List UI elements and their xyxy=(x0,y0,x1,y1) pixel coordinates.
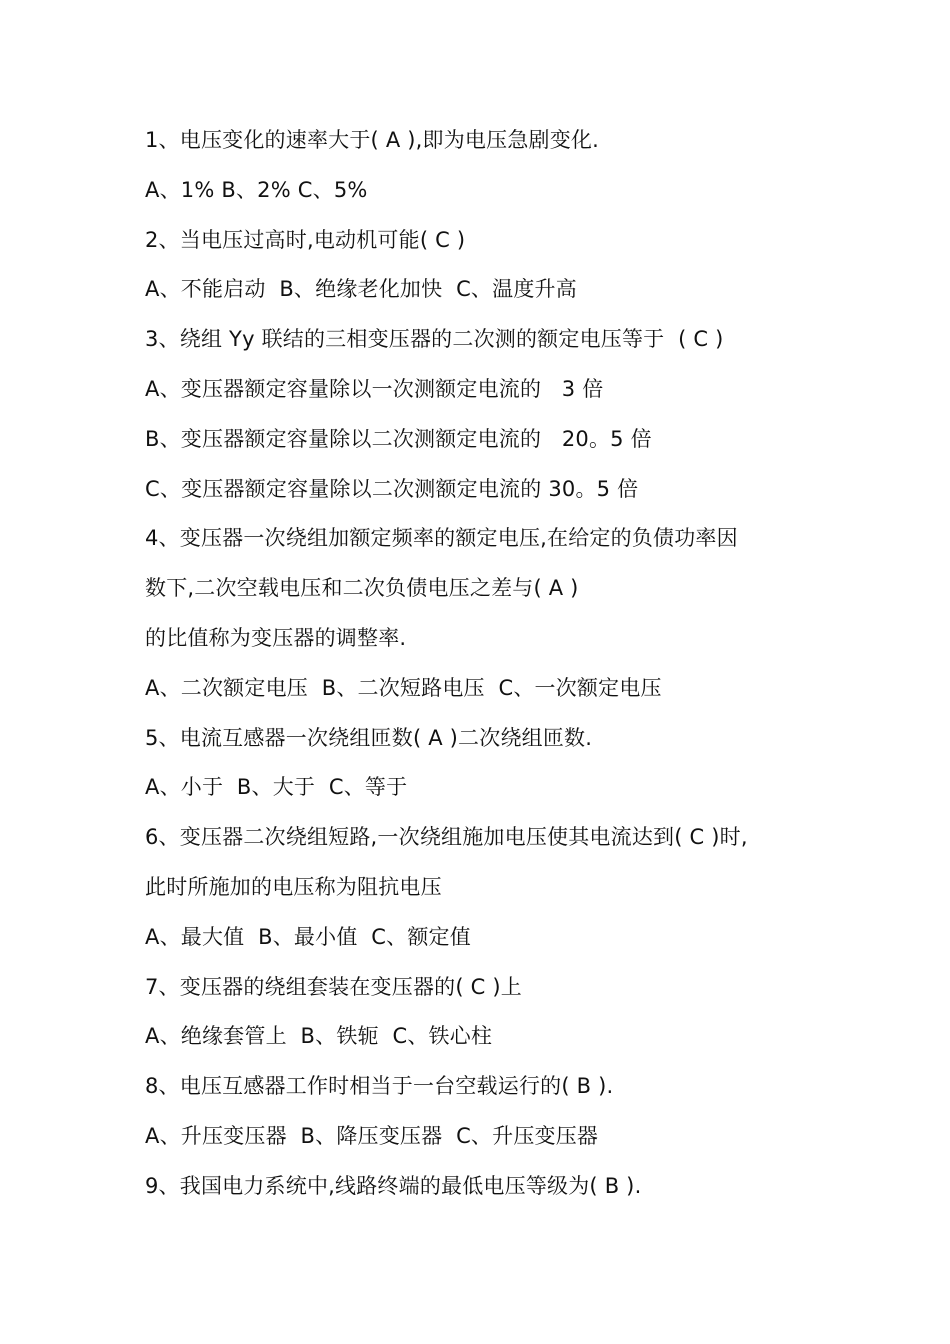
question-8-options: A、升压变压器 B、降压变压器 C、升压变压器 xyxy=(145,1123,599,1148)
question-6-options: A、最大值 B、最小值 C、额定值 xyxy=(145,924,471,949)
question-3-text: 3、绕组 Yy 联结的三相变压器的二次测的额定电压等于 ( C ) xyxy=(145,327,724,352)
question-4-options: A、二次额定电压 B、二次短路电压 C、一次额定电压 xyxy=(145,675,662,700)
question-5-options: A、小于 B、大于 C、等于 xyxy=(145,775,408,800)
question-3-option-a: A、变压器额定容量除以一次测额定电流的 3 倍 xyxy=(145,376,604,401)
question-6-text-line-1: 6、变压器二次绕组短路,一次绕组施加电压使其电流达到( C )时, xyxy=(145,825,748,850)
question-1-text: 1、电压变化的速率大于( A ),即为电压急剧变化. xyxy=(145,128,600,152)
question-8-text: 8、电压互感器工作时相当于一台空载运行的( B ). xyxy=(145,1074,614,1099)
question-3-option-c: C、变压器额定容量除以二次测额定电流的 30。5 倍 xyxy=(145,476,639,501)
question-7-options: A、绝缘套管上 B、铁轭 C、铁心柱 xyxy=(145,1024,493,1049)
question-1-options: A、1% B、2% C、5% xyxy=(145,177,368,202)
question-5-text: 5、电流互感器一次绕组匝数( A )二次绕组匝数. xyxy=(145,725,593,750)
question-4-text-line-2: 数下,二次空载电压和二次负债电压之差与( A ) xyxy=(145,576,579,601)
question-2-text: 2、当电压过高时,电动机可能( C ) xyxy=(145,227,466,252)
question-list xyxy=(145,116,825,1212)
question-2-options: A、不能启动 B、绝缘老化加快 C、温度升高 xyxy=(145,277,577,302)
question-3-option-b: B、变压器额定容量除以二次测额定电流的 20。5 倍 xyxy=(145,426,652,451)
question-4-text-line-1: 4、变压器一次绕组加额定频率的额定电压,在给定的负债功率因 xyxy=(145,526,738,551)
question-4-text-line-3: 的比值称为变压器的调整率. xyxy=(145,625,407,650)
question-7-text: 7、变压器的绕组套装在变压器的( C )上 xyxy=(145,974,522,999)
question-9-text: 9、我国电力系统中,线路终端的最低电压等级为( B ). xyxy=(145,1173,642,1198)
question-6-text-line-2: 此时所施加的电压称为阻抗电压 xyxy=(145,874,442,899)
